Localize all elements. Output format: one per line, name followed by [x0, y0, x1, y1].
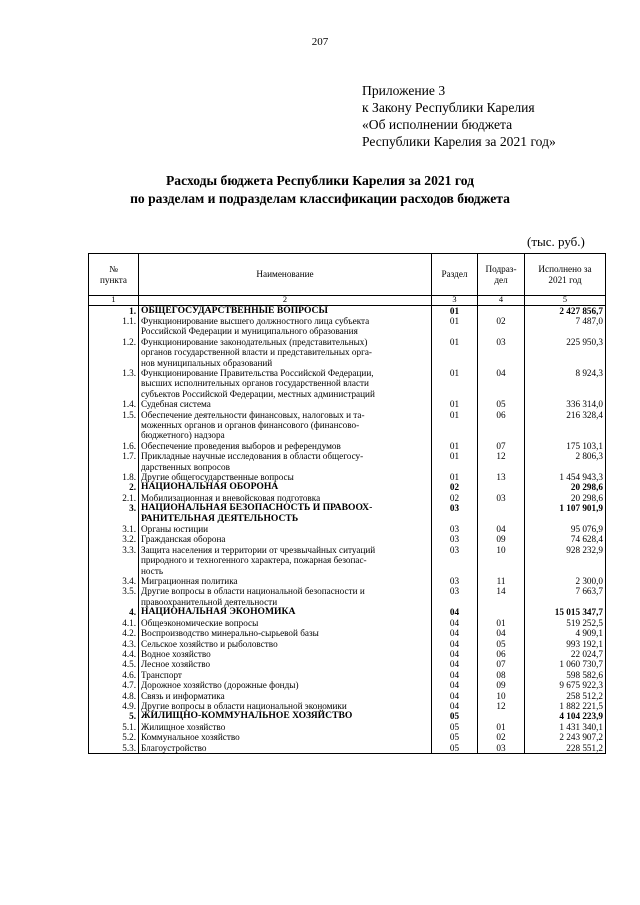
row-section: 01: [432, 441, 478, 451]
row-executed-amount: 4 909,1: [525, 628, 606, 638]
appendix-note: [362, 82, 556, 150]
row-number: 1.4.: [89, 399, 139, 409]
row-name: [139, 576, 432, 586]
row-name-line: Органы юстиции: [141, 524, 209, 535]
row-name-line: правоохранительной деятельности: [141, 596, 278, 607]
table-row: [89, 691, 606, 701]
row-name-line: Функционирование Правительства Российской Федерации,: [141, 367, 374, 378]
table-row: [89, 410, 606, 441]
row-section: 04: [432, 607, 478, 617]
row-name-line: Дорожное хозяйство (дорожные фонды): [141, 680, 299, 691]
row-executed-amount: 4 104 223,9: [525, 711, 606, 721]
row-section: 04: [432, 628, 478, 638]
row-subsection: 03: [478, 743, 525, 754]
row-section: 05: [432, 743, 478, 754]
row-number: 3.1.: [89, 524, 139, 534]
table-row: [89, 545, 606, 576]
row-section: 01: [432, 410, 478, 441]
row-subsection: 08: [478, 670, 525, 680]
row-subsection: 09: [478, 680, 525, 690]
appendix-line: к Закону Республики Карелия: [362, 100, 535, 115]
row-name-line: Судебная система: [141, 399, 211, 410]
row-executed-amount: 9 675 922,3: [525, 680, 606, 690]
expenditure-table: [88, 253, 606, 754]
row-name-line: НАЦИОНАЛЬНАЯ ОБОРОНА: [141, 481, 279, 493]
row-section: 04: [432, 618, 478, 628]
row-number: 5.: [89, 711, 139, 721]
row-subsection: 06: [478, 410, 525, 441]
row-name: [139, 368, 432, 399]
row-executed-amount: 8 924,3: [525, 368, 606, 399]
table-body: [89, 305, 606, 753]
row-name: [139, 743, 432, 754]
row-executed-amount: 74 628,4: [525, 534, 606, 544]
row-section: 04: [432, 701, 478, 711]
row-executed-amount: 95 076,9: [525, 524, 606, 534]
row-name-line: высших исполнительных органов государственной власти: [141, 378, 369, 389]
row-section: 03: [432, 576, 478, 586]
row-section: 01: [432, 399, 478, 409]
row-number: 4.6.: [89, 670, 139, 680]
row-subsection: 10: [478, 545, 525, 576]
row-subsection: 05: [478, 639, 525, 649]
table-row: [89, 368, 606, 399]
row-name-line: Транспорт: [141, 669, 182, 680]
row-name: [139, 711, 432, 721]
row-name-line: Благоустройство: [141, 742, 207, 753]
row-name: [139, 316, 432, 337]
table-section-row: [89, 503, 606, 524]
row-name: [139, 680, 432, 690]
row-executed-amount: 1 060 730,7: [525, 659, 606, 669]
row-name-line: Мобилизационная и вневойсковая подготовка: [141, 492, 321, 503]
row-executed-amount: 1 107 901,9: [525, 503, 606, 524]
row-number: 4.7.: [89, 680, 139, 690]
row-subsection: 02: [478, 316, 525, 337]
row-executed-amount: 175 103,1: [525, 441, 606, 451]
row-number: 5.3.: [89, 743, 139, 754]
row-subsection: 06: [478, 649, 525, 659]
row-subsection: 14: [478, 586, 525, 607]
row-name: [139, 482, 432, 492]
row-section: 04: [432, 639, 478, 649]
row-section: 03: [432, 545, 478, 576]
row-section: 04: [432, 649, 478, 659]
row-name-line: Коммунальное хозяйство: [141, 732, 240, 743]
title-line: Расходы бюджета Республики Карелия за 2021 год: [166, 173, 474, 188]
row-name: [139, 691, 432, 701]
row-subsection: 07: [478, 659, 525, 669]
row-name-line: Гражданская оборона: [141, 534, 226, 545]
row-name: [139, 337, 432, 368]
table-section-row: [89, 711, 606, 721]
row-section: 05: [432, 722, 478, 732]
row-name: [139, 524, 432, 534]
table-row: [89, 743, 606, 754]
column-number-row: [89, 296, 606, 306]
row-name-line: Общеэкономические вопросы: [141, 617, 259, 628]
row-name-line: Другие вопросы в области национальной экономики: [141, 700, 347, 711]
row-number: 1.5.: [89, 410, 139, 441]
row-executed-amount: 216 328,4: [525, 410, 606, 441]
row-name-line: ЖИЛИЩНО-КОММУНАЛЬНОЕ ХОЗЯЙСТВО: [141, 710, 353, 722]
row-name-line: субъектов Российской Федерации, местных администраций: [141, 388, 375, 399]
header-subsection: Подраз- дел: [478, 254, 525, 296]
row-name: [139, 503, 432, 524]
row-section: 05: [432, 711, 478, 721]
row-subsection: 13: [478, 472, 525, 482]
row-section: 01: [432, 368, 478, 399]
row-subsection: 07: [478, 441, 525, 451]
row-executed-amount: 7 487,0: [525, 316, 606, 337]
row-number: 5.1.: [89, 722, 139, 732]
table-row: [89, 670, 606, 680]
row-subsection: 04: [478, 524, 525, 534]
row-section: 05: [432, 732, 478, 742]
row-subsection: 01: [478, 618, 525, 628]
row-executed-amount: 2 300,0: [525, 576, 606, 586]
table-row: [89, 722, 606, 732]
row-subsection: 03: [478, 337, 525, 368]
row-number: 1.: [89, 305, 139, 316]
row-number: 3.4.: [89, 576, 139, 586]
row-executed-amount: 1 882 221,5: [525, 701, 606, 711]
row-section: 01: [432, 337, 478, 368]
row-subsection: [478, 305, 525, 316]
appendix-line: «Об исполнении бюджета: [362, 117, 513, 132]
row-subsection: 12: [478, 451, 525, 472]
title-line: по разделам и подразделам классификации расходов бюджета: [130, 191, 510, 206]
document-title: [0, 172, 640, 208]
row-name: [139, 607, 432, 617]
row-name: [139, 305, 432, 316]
row-number: 3.2.: [89, 534, 139, 544]
row-name-line: Обеспечение проведения выборов и референдумов: [141, 440, 341, 451]
row-number: 4.9.: [89, 701, 139, 711]
table-row: [89, 732, 606, 742]
row-subsection: 10: [478, 691, 525, 701]
row-subsection: 04: [478, 368, 525, 399]
appendix-line: Республики Карелия за 2021 год»: [362, 134, 556, 149]
header-executed-amount: Исполнено за 2021 год: [525, 254, 606, 296]
row-name-line: ОБЩЕГОСУДАРСТВЕННЫЕ ВОПРОСЫ: [141, 304, 328, 316]
row-subsection: 11: [478, 576, 525, 586]
column-number: 5: [525, 296, 606, 306]
table-row: [89, 451, 606, 472]
column-number: 1: [89, 296, 139, 306]
row-executed-amount: 1 454 943,3: [525, 472, 606, 482]
header-item-number: № пункта: [89, 254, 139, 296]
row-number: 2.: [89, 482, 139, 492]
header-row: [89, 254, 606, 296]
row-name: [139, 410, 432, 441]
table-row: [89, 316, 606, 337]
row-section: 03: [432, 534, 478, 544]
row-number: 3.: [89, 503, 139, 524]
row-name: [139, 659, 432, 669]
row-number: 4.8.: [89, 691, 139, 701]
row-section: 04: [432, 691, 478, 701]
row-name: [139, 618, 432, 628]
row-subsection: [478, 482, 525, 492]
row-name-line: Другие вопросы в области национальной безопасности и: [141, 586, 365, 597]
row-name-line: нов муниципальных образований: [141, 357, 273, 368]
table-row: [89, 586, 606, 607]
row-section: 04: [432, 670, 478, 680]
row-number: 1.2.: [89, 337, 139, 368]
row-section: 03: [432, 586, 478, 607]
row-name: [139, 722, 432, 732]
row-executed-amount: 598 582,6: [525, 670, 606, 680]
row-number: 4.5.: [89, 659, 139, 669]
row-name-line: РАНИТЕЛЬНАЯ ДЕЯТЕЛЬНОСТЬ: [141, 512, 299, 524]
row-section: 04: [432, 680, 478, 690]
row-subsection: 02: [478, 732, 525, 742]
row-number: 1.1.: [89, 316, 139, 337]
column-number: 3: [432, 296, 478, 306]
row-executed-amount: 22 024,7: [525, 649, 606, 659]
row-subsection: [478, 711, 525, 721]
table-row: [89, 534, 606, 544]
row-name: [139, 628, 432, 638]
row-name-line: природного и техногенного характера, пожарная безопас-: [141, 555, 367, 566]
row-name: [139, 534, 432, 544]
row-number: 5.2.: [89, 732, 139, 742]
row-section: 02: [432, 482, 478, 492]
row-number: 4.2.: [89, 628, 139, 638]
row-executed-amount: 228 551,2: [525, 743, 606, 754]
row-section: 01: [432, 451, 478, 472]
row-name-line: органов государственной власти и представительных орга-: [141, 347, 372, 358]
row-executed-amount: 20 298,6: [525, 493, 606, 503]
row-name-line: Связь и информатика: [141, 690, 225, 701]
row-subsection: 09: [478, 534, 525, 544]
row-number: 4.1.: [89, 618, 139, 628]
row-section: 03: [432, 524, 478, 534]
table-row: [89, 628, 606, 638]
row-section: 03: [432, 503, 478, 524]
row-executed-amount: 519 252,5: [525, 618, 606, 628]
row-name-line: Функционирование законодательных (представительных): [141, 336, 368, 347]
row-name-line: моженных органов и органов финансового (финансово-: [141, 419, 360, 430]
row-executed-amount: 2 427 856,7: [525, 305, 606, 316]
row-executed-amount: 928 232,9: [525, 545, 606, 576]
row-number: 1.6.: [89, 441, 139, 451]
row-executed-amount: 336 314,0: [525, 399, 606, 409]
row-section: 01: [432, 305, 478, 316]
row-name-line: Обеспечение деятельности финансовых, налоговых и та-: [141, 409, 365, 420]
row-name-line: Функционирование высшего должностного лица субъекта: [141, 315, 370, 326]
appendix-line: Приложение 3: [362, 83, 446, 98]
row-name-line: Российской Федерации и муниципального образования: [141, 326, 358, 337]
row-executed-amount: 225 950,3: [525, 337, 606, 368]
table-section-row: [89, 482, 606, 492]
column-number: 2: [139, 296, 432, 306]
row-executed-amount: 2 243 907,2: [525, 732, 606, 742]
table-row: [89, 618, 606, 628]
unit-label: (тыс. руб.): [527, 234, 585, 249]
row-executed-amount: 1 431 340,1: [525, 722, 606, 732]
row-number: 4.: [89, 607, 139, 617]
row-section: 01: [432, 316, 478, 337]
page-number: 207: [311, 36, 329, 48]
header-section: Раздел: [432, 254, 478, 296]
row-name-line: НАЦИОНАЛЬНАЯ ЭКОНОМИКА: [141, 606, 296, 618]
row-subsection: 05: [478, 399, 525, 409]
row-name-line: Водное хозяйство: [141, 648, 211, 659]
row-name-line: Прикладные научные исследования в области общегосу-: [141, 451, 364, 462]
row-executed-amount: 7 663,7: [525, 586, 606, 607]
row-name-line: ность: [141, 565, 164, 576]
row-section: 02: [432, 493, 478, 503]
row-section: 04: [432, 659, 478, 669]
row-name: [139, 399, 432, 409]
row-executed-amount: 993 192,1: [525, 639, 606, 649]
row-subsection: [478, 503, 525, 524]
row-subsection: 04: [478, 628, 525, 638]
row-number: 1.3.: [89, 368, 139, 399]
row-name-line: дарственных вопросов: [141, 461, 230, 472]
row-name-line: Другие общегосударственные вопросы: [141, 472, 294, 482]
row-name-line: НАЦИОНАЛЬНАЯ БЕЗОПАСНОСТЬ И ПРАВООХ-: [141, 502, 373, 514]
row-name: [139, 670, 432, 680]
row-number: 3.5.: [89, 586, 139, 607]
row-number: 1.8.: [89, 472, 139, 482]
row-number: 4.3.: [89, 639, 139, 649]
row-name-line: Сельское хозяйство и рыболовство: [141, 638, 278, 649]
column-number: 4: [478, 296, 525, 306]
row-name-line: Защита населения и территории от чрезвычайных ситуаций: [141, 544, 376, 555]
row-name: [139, 451, 432, 472]
row-subsection: [478, 607, 525, 617]
row-name: [139, 639, 432, 649]
row-number: 4.4.: [89, 649, 139, 659]
row-subsection: 01: [478, 722, 525, 732]
row-name-line: Миграционная политика: [141, 576, 238, 587]
row-number: 2.1.: [89, 493, 139, 503]
table-section-row: [89, 607, 606, 617]
row-name-line: Жилищное хозяйство: [141, 721, 226, 732]
row-name-line: бюджетного) надзора: [141, 430, 225, 441]
table-row: [89, 659, 606, 669]
table-section-row: [89, 305, 606, 316]
row-section: 01: [432, 472, 478, 482]
row-number: 1.7.: [89, 451, 139, 472]
row-name: [139, 441, 432, 451]
row-executed-amount: 15 015 347,7: [525, 607, 606, 617]
table-row: [89, 639, 606, 649]
table-row: [89, 680, 606, 690]
table-row: [89, 399, 606, 409]
table-row: [89, 649, 606, 659]
row-number: 3.3.: [89, 545, 139, 576]
row-name: [139, 649, 432, 659]
table-row: [89, 524, 606, 534]
row-name: [139, 732, 432, 742]
table-row: [89, 441, 606, 451]
row-subsection: 03: [478, 493, 525, 503]
row-name: [139, 545, 432, 576]
row-name: [139, 586, 432, 607]
table-row: [89, 576, 606, 586]
row-name-line: Воспроизводство минерально-сырьевой базы: [141, 628, 319, 639]
row-executed-amount: 20 298,6: [525, 482, 606, 492]
row-executed-amount: 2 806,3: [525, 451, 606, 472]
row-name-line: Лесное хозяйство: [141, 659, 211, 670]
row-executed-amount: 258 512,2: [525, 691, 606, 701]
row-subsection: 12: [478, 701, 525, 711]
table-row: [89, 337, 606, 368]
header-name: Наименование: [139, 254, 432, 296]
